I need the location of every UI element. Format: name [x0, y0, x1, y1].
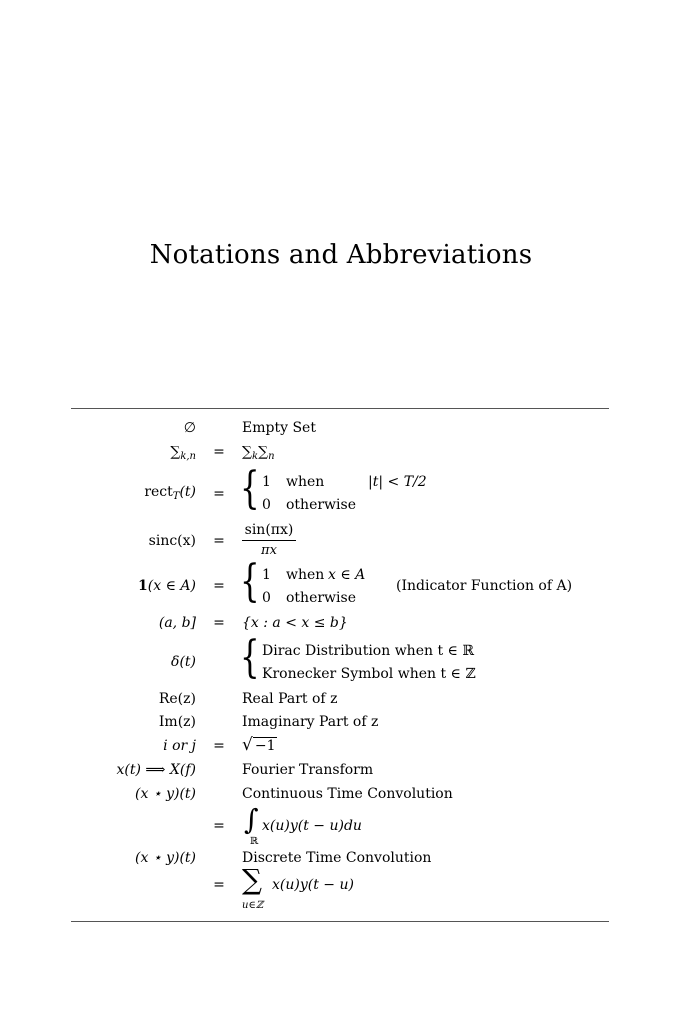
rect-case1-value: 1: [262, 474, 271, 490]
rect-function-lhs: rect$_T$(t): [144, 484, 196, 502]
continuous-convolution-definition: Continuous Time Convolution: [242, 786, 453, 802]
delta-case-kronecker: Kronecker Symbol when t ∈ ℤ: [262, 666, 476, 682]
equals-sign: =: [213, 738, 225, 754]
double-sum-rhs: $\sum_k\sum_n$: [242, 444, 275, 462]
sum-summand: x(u)y(t − u): [272, 877, 354, 893]
indicator-case1-word: when: [286, 567, 325, 583]
imaginary-unit-rhs: √ −1: [242, 735, 276, 755]
indicator-note: (Indicator Function of A): [396, 578, 573, 594]
fourier-pair-lhs: x(t) ⟹ X(f): [116, 762, 196, 778]
page-title: Notations and Abbreviations: [149, 240, 533, 270]
continuous-convolution-lhs: (x ⋆ y)(t): [135, 786, 196, 802]
equals-sign: =: [213, 444, 225, 460]
equals-sign: =: [213, 615, 225, 631]
real-part-lhs: Re(z): [158, 691, 196, 707]
fourier-definition: Fourier Transform: [242, 762, 374, 778]
imaginary-part-lhs: Im(z): [158, 714, 196, 730]
empty-set-definition: Empty Set: [242, 420, 316, 436]
indicator-case2-word: otherwise: [286, 590, 356, 606]
left-brace: {: [240, 556, 260, 607]
sinc-fraction: [242, 522, 296, 558]
integral-integrand: x(u)y(t − u)du: [262, 818, 362, 834]
indicator-case1-value: 1: [262, 567, 271, 583]
indicator-case2-value: 0: [262, 590, 271, 606]
equals-sign: =: [213, 486, 225, 502]
rect-case2-value: 0: [262, 497, 271, 513]
rect-case2-word: otherwise: [286, 497, 356, 513]
delta-lhs: δ(t): [171, 654, 196, 670]
sinc-denominator: πx: [261, 543, 277, 558]
bottom-rule: [71, 921, 609, 922]
equals-sign: =: [213, 877, 225, 893]
double-sum-lhs: $\sum_{k,n}$: [170, 444, 196, 462]
sum-symbol: ∑: [242, 863, 262, 896]
equals-sign: =: [213, 818, 225, 834]
indicator-case1-condition: x ∈ A: [328, 567, 366, 583]
integral-domain: ℝ: [250, 836, 259, 847]
rect-case1-condition: |t| < T/2: [368, 474, 427, 490]
equals-sign: =: [213, 578, 225, 594]
sinc-function-lhs: sinc(x): [148, 533, 196, 549]
interval-lhs: (a, b]: [158, 615, 196, 631]
interval-definition: {x : a < x ≤ b}: [242, 615, 348, 631]
real-part-definition: Real Part of z: [242, 691, 338, 707]
top-rule: [71, 408, 609, 409]
integral-symbol: ∫: [244, 803, 259, 836]
delta-case-dirac: Dirac Distribution when t ∈ ℝ: [262, 643, 474, 659]
discrete-convolution-definition: Discrete Time Convolution: [242, 850, 432, 866]
discrete-convolution-lhs: (x ⋆ y)(t): [135, 850, 196, 866]
empty-set-symbol: ∅: [183, 420, 196, 436]
left-brace: {: [240, 463, 260, 514]
left-brace: {: [240, 632, 260, 683]
imaginary-part-definition: Imaginary Part of z: [242, 714, 379, 730]
indicator-function-lhs: 1(x ∈ A): [138, 578, 196, 594]
imaginary-unit-lhs: i or j: [163, 738, 196, 754]
sum-index-range: u∈ℤ: [242, 900, 264, 911]
sinc-numerator: sin(πx): [242, 522, 296, 541]
rect-case1-word: when: [286, 474, 325, 490]
equals-sign: =: [213, 533, 225, 549]
